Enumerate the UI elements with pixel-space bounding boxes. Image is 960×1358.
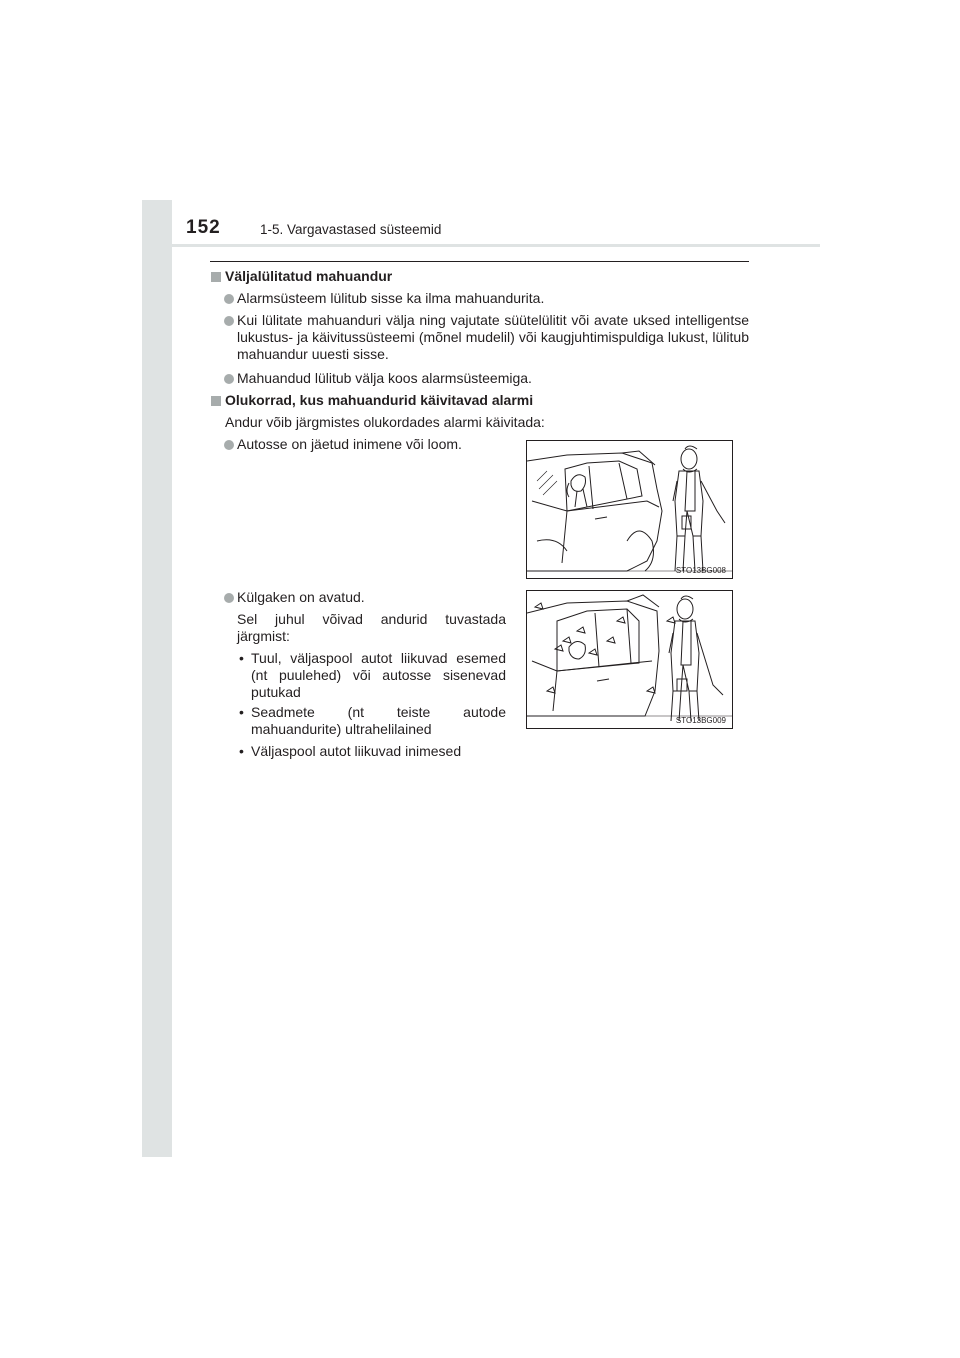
list-item: Seadmete (nt teiste autode mahuandurite) ultrahelilained <box>251 704 506 737</box>
bullet-text: Mahuandud lülitub välja koos alarmsüsteemiga. <box>237 370 532 386</box>
section-title: 1-5. Vargavastased süsteemid <box>260 222 442 237</box>
bullet-dot-icon <box>224 440 234 450</box>
list-bullet: • <box>239 704 244 720</box>
sub-intro-text: Sel juhul võivad andurid tuvastada järgmist: <box>237 611 506 644</box>
top-divider <box>210 261 749 262</box>
list-bullet: • <box>239 743 244 759</box>
bullet-text: Autosse on jäetud inimene või loom. <box>237 436 462 452</box>
header-rule <box>172 244 820 247</box>
list-item: Tuul, väljaspool autot liikuvad esemed (nt puulehed) või autosse sisenevad putukad <box>251 650 506 700</box>
figure-label: STO13BG009 <box>675 716 726 725</box>
square-bullet-icon <box>211 396 221 406</box>
bullet-dot-icon <box>224 316 234 326</box>
heading-alarm-situations <box>211 392 533 409</box>
heading-sensor-off <box>211 268 392 285</box>
bullet-dot-icon <box>224 374 234 384</box>
heading-alarm-situations-text: Olukorrad, kus mahuandurid käivitavad alarmi <box>225 392 534 408</box>
intro-text: Andur võib järgmistes olukordades alarmi käivitada: <box>225 414 545 430</box>
heading-sensor-off-text: Väljalülitatud mahuandur <box>225 268 393 284</box>
square-bullet-icon <box>211 272 221 282</box>
illustration-dog-in-car <box>526 440 733 579</box>
bullet-text: Külgaken on avatud. <box>237 589 365 605</box>
illustration-open-window <box>526 590 733 729</box>
page-number: 152 <box>186 217 221 238</box>
bullet-text: Alarmsüsteem lülitub sisse ka ilma mahuandurita. <box>237 290 545 306</box>
list-item: Väljaspool autot liikuvad inimesed <box>251 743 462 759</box>
bullet-dot-icon <box>224 294 234 304</box>
list-bullet: • <box>239 650 244 666</box>
bullet-dot-icon <box>224 593 234 603</box>
bullet-text: Kui lülitate mahuanduri välja ning vajutate süütelülitit või avate uksed intelligentse lukustus- ja käivitussüsteemi (mõnel mudelil) või kaugjuhtimispuldiga lukust, lülitub mahuandur uuesti sisse. <box>237 312 749 362</box>
side-tab <box>142 200 172 1157</box>
figure-label: STO13BG008 <box>675 566 726 575</box>
